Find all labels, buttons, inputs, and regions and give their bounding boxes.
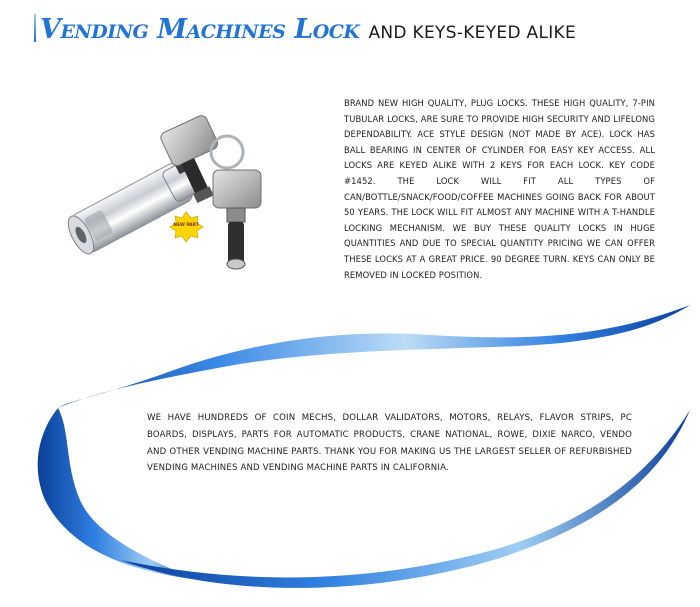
product-image — [55, 100, 305, 285]
page-title — [40, 14, 576, 45]
badge-text: NEW PART — [173, 223, 199, 228]
key-icon — [213, 170, 261, 269]
title-main: Vending Machines Lock — [40, 14, 360, 45]
new-part-badge-icon — [170, 212, 203, 242]
product-description: BRAND NEW HIGH QUALITY, PLUG LOCKS. THESE HIGH QUALITY, 7-PIN TUBULAR LOCKS, ARE SURE TO PROVIDE HIGH SECURITY AND LIFELONG DEPENDABILITY. ACE STYLE DESIGN (NOT MADE BY ACE). LOCK HAS BALL BEARING IN CENTER OF CYLINDER FOR EASY KEY ACCESS. ALL LOCKS ARE KEYED ALIKE WITH 2 KEYS FOR EACH LOCK. KEY CODE #1452. THE LOCK WILL FIT ALL TYPES OF CAN/BOTTLE/SNACK/FOOD/COFFEE MACHINES GOING BACK FOR ABOUT 50 YEARS. THE LOCK WILL FIT ALMOST ANY MACHINE WITH A T-HANDLE LOCKING MECHANISM. WE BUY THESE QUALITY LOCKS IN HUGE QUANTITIES AND DUE TO SPECIAL QUANTITY PRICING WE CAN OFFER THESE LOCKS AT A GREAT PRICE. 90 DEGREE TURN. KEYS CAN ONLY BE REMOVED IN LOCKED POSITION. — [344, 98, 655, 280]
title-accent-line — [34, 14, 36, 42]
company-paragraph: WE HAVE HUNDREDS OF COIN MECHS, DOLLAR VALIDATORS, MOTORS, RELAYS, FLAVOR STRIPS, PC BOARDS, DISPLAYS, PARTS FOR AUTOMATIC PRODUCTS, CRANE NATIONAL, ROWE, DIXIE NARCO, VENDO AND OTHER VENDING MACHINE PARTS. THANK YOU FOR MAKING US THE LARGEST SELLER OF REFURBISHED VENDING MACHINES AND VENDING MACHINE PARTS IN CALIFORNIA. — [147, 413, 632, 474]
cylinder-lock-icon — [63, 152, 202, 258]
key-ring-icon — [211, 136, 243, 168]
title-sub: AND KEYS-KEYED ALIKE — [368, 23, 577, 43]
